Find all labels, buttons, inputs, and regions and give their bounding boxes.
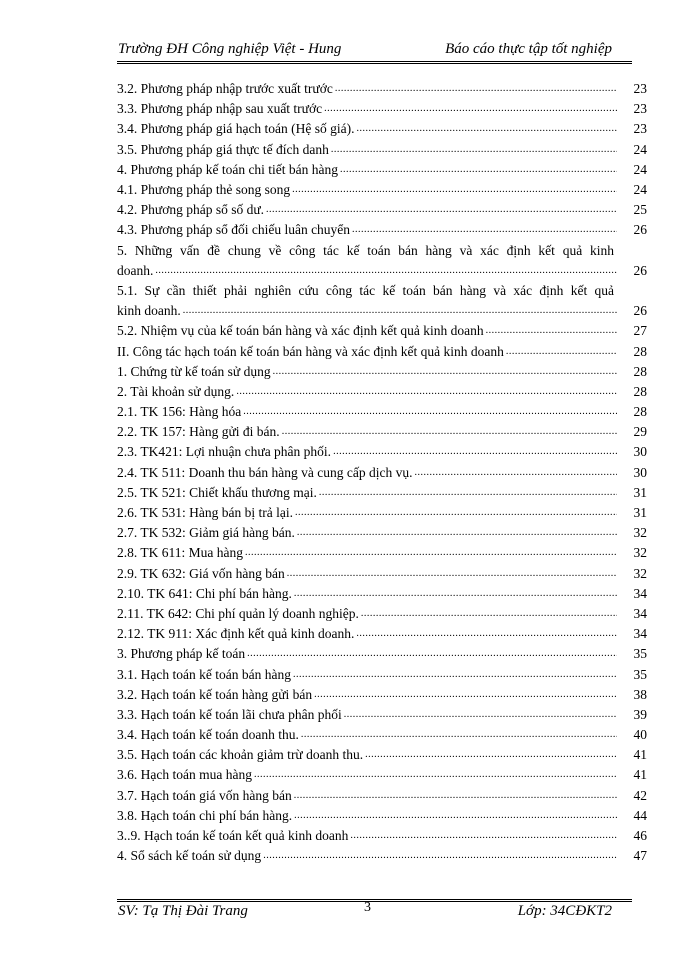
toc-dot-leader	[297, 523, 617, 543]
toc-dot-leader	[236, 382, 617, 402]
toc-entry-first-line: 5.1. Sự cần thiết phải nghiên cứu công tác kế toán bán hàng và xác định kết quả	[117, 282, 614, 298]
table-of-contents	[117, 79, 647, 866]
toc-dot-leader	[273, 362, 617, 382]
toc-dot-leader	[506, 342, 617, 362]
toc-entry	[117, 321, 647, 341]
toc-entry-page: 23	[633, 81, 647, 96]
toc-dot-leader	[294, 806, 617, 826]
toc-entry-label: II. Công tác hạch toán kế toán bán hàng và xác định kết quả kinh doanh	[117, 343, 504, 359]
footer-divider	[117, 899, 632, 902]
toc-entry	[117, 200, 647, 220]
toc-entry-label: 4.3. Phương pháp sổ đối chiếu luân chuyển	[117, 222, 351, 238]
toc-entry	[117, 119, 647, 139]
toc-entry-label: 2.4. TK 511: Doanh thu bán hàng và cung cấp dịch vụ.	[117, 464, 413, 480]
toc-entry	[117, 543, 647, 563]
toc-entry-page: 47	[633, 848, 647, 864]
toc-entry-page: 35	[633, 646, 647, 662]
toc-entry	[117, 402, 647, 422]
toc-entry-page: 23	[633, 121, 647, 137]
toc-entry-page: 26	[633, 303, 647, 319]
toc-entry-page: 32	[633, 525, 647, 541]
toc-dot-leader	[340, 160, 617, 180]
toc-entry-page: 28	[633, 383, 647, 399]
toc-entry-first-line: 5. Những vấn đề chung về công tác kế toán bán hàng và xác định kết quả kinh	[117, 242, 614, 258]
toc-dot-leader	[155, 261, 617, 281]
toc-dot-leader	[352, 220, 617, 240]
toc-dot-leader	[319, 483, 617, 503]
toc-dot-leader	[183, 301, 617, 321]
toc-entry-page: 28	[633, 343, 647, 359]
toc-entry-page: 32	[633, 565, 647, 581]
toc-entry	[117, 241, 647, 281]
toc-entry	[117, 483, 647, 503]
toc-entry-label: 3.5. Phương pháp giá thực tế đích danh	[117, 141, 329, 157]
toc-dot-leader	[361, 604, 617, 624]
toc-entry	[117, 503, 647, 523]
header-school-name: Trường ĐH Công nghiệp Việt - Hung	[118, 41, 342, 57]
toc-entry-label: 3.4. Phương pháp giá hạch toán (Hệ số giá).	[117, 121, 355, 137]
toc-dot-leader	[301, 725, 617, 745]
toc-dot-leader	[266, 200, 617, 220]
toc-dot-leader	[356, 624, 617, 644]
toc-entry	[117, 806, 647, 826]
toc-entry	[117, 99, 647, 119]
toc-entry-label: 2.7. TK 532: Giảm giá hàng bán.	[117, 525, 295, 541]
toc-entry-page: 40	[633, 727, 647, 743]
toc-entry-page: 41	[633, 767, 647, 783]
toc-entry-label: 3.6. Hạch toán mua hàng	[117, 767, 252, 783]
header-divider	[117, 61, 632, 64]
toc-dot-leader	[295, 503, 617, 523]
toc-entry-label: 3.5. Hạch toán các khoản giảm trừ doanh thu.	[117, 747, 364, 763]
toc-entry-label: 3.7. Hạch toán giá vốn hàng bán	[117, 787, 292, 803]
toc-entry-page: 28	[633, 404, 647, 420]
page-footer	[118, 900, 612, 925]
toc-dot-leader	[414, 463, 617, 483]
toc-dot-leader	[331, 140, 617, 160]
toc-entry-label: 2.5. TK 521: Chiết khấu thương mại.	[117, 484, 317, 500]
toc-entry-page: 24	[633, 161, 647, 177]
toc-entry-page: 24	[633, 141, 647, 157]
toc-entry-page: 38	[633, 686, 647, 702]
toc-dot-leader	[254, 765, 617, 785]
toc-entry	[117, 644, 647, 664]
toc-entry	[117, 79, 647, 99]
toc-entry-label: 2.8. TK 611: Mua hàng	[117, 545, 243, 561]
toc-entry-page: 42	[633, 787, 647, 803]
toc-entry-label: 2.3. TK421: Lợi nhuận chưa phân phối.	[117, 444, 332, 460]
footer-class: Lớp: 34CĐKT2	[517, 903, 612, 919]
footer-student-name: SV: Tạ Thị Đài Trang	[118, 903, 248, 919]
toc-entry	[117, 442, 647, 462]
toc-entry-label: 1. Chứng từ kế toán sử dụng	[117, 363, 271, 379]
toc-entry-label: 2.12. TK 911: Xác định kết quả kinh doanh.	[117, 626, 355, 642]
toc-dot-leader	[335, 79, 617, 99]
toc-dot-leader	[292, 180, 617, 200]
toc-entry-page: 31	[633, 484, 647, 500]
toc-entry	[117, 826, 647, 846]
toc-entry	[117, 765, 647, 785]
toc-entry-label: 2. Tài khoản sử dụng.	[117, 383, 235, 399]
toc-entry-page: 23	[633, 101, 647, 117]
toc-entry-label: 4. Sổ sách kế toán sử dụng	[117, 848, 262, 864]
toc-entry-page: 26	[633, 262, 647, 278]
toc-entry-label: 4.2. Phương pháp sổ số dư.	[117, 202, 265, 218]
header-report-title: Báo cáo thực tập tốt nghiệp	[445, 41, 612, 57]
toc-entry	[117, 745, 647, 765]
toc-entry-page: 25	[633, 202, 647, 218]
toc-entry-label: 3. Phương pháp kế toán	[117, 646, 246, 662]
toc-entry-page: 28	[633, 363, 647, 379]
toc-entry-page: 41	[633, 747, 647, 763]
toc-entry	[117, 725, 647, 745]
toc-entry-label: 3.8. Hạch toán chi phí bán hàng.	[117, 807, 293, 823]
toc-entry	[117, 220, 647, 240]
toc-entry	[117, 705, 647, 725]
toc-dot-leader	[287, 564, 617, 584]
toc-entry-page: 44	[633, 807, 647, 823]
toc-entry-label: doanh.	[117, 262, 154, 278]
toc-entry	[117, 564, 647, 584]
toc-entry-label: 2.11. TK 642: Chi phí quản lý doanh nghiệp.	[117, 605, 359, 621]
toc-entry	[117, 665, 647, 685]
toc-entry	[117, 160, 647, 180]
toc-dot-leader	[350, 826, 617, 846]
toc-entry	[117, 342, 647, 362]
toc-entry-page: 39	[633, 706, 647, 722]
toc-dot-leader	[314, 685, 617, 705]
toc-entry-page: 32	[633, 545, 647, 561]
footer-page-number: 3	[364, 900, 371, 915]
toc-entry	[117, 523, 647, 543]
toc-entry	[117, 463, 647, 483]
toc-entry-label: 3.4. Hạch toán kế toán doanh thu.	[117, 727, 299, 743]
toc-dot-leader	[263, 846, 617, 866]
toc-entry-label: 2.10. TK 641: Chi phí bán hàng.	[117, 585, 292, 601]
toc-entry	[117, 685, 647, 705]
toc-entry-page: 34	[633, 626, 647, 642]
toc-entry	[117, 362, 647, 382]
toc-entry	[117, 846, 647, 866]
toc-entry-label: 2.1. TK 156: Hàng hóa	[117, 404, 242, 420]
toc-entry-page: 27	[633, 323, 647, 339]
toc-entry	[117, 140, 647, 160]
toc-entry-page: 34	[633, 585, 647, 601]
toc-entry	[117, 281, 647, 321]
toc-dot-leader	[333, 442, 617, 462]
toc-entry	[117, 584, 647, 604]
toc-dot-leader	[344, 705, 617, 725]
toc-entry-label: 2.2. TK 157: Hàng gửi đi bán.	[117, 424, 280, 440]
toc-entry	[117, 624, 647, 644]
page-header	[118, 41, 612, 63]
toc-entry-label: 5.2. Nhiệm vụ của kế toán bán hàng và xác định kết quả kinh doanh	[117, 323, 484, 339]
toc-entry-label: 2.9. TK 632: Giá vốn hàng bán	[117, 565, 285, 581]
toc-dot-leader	[247, 644, 617, 664]
toc-dot-leader	[282, 422, 617, 442]
toc-entry-page: 46	[633, 828, 647, 843]
toc-entry-label: 2.6. TK 531: Hàng bán bị trả lại.	[117, 505, 293, 520]
toc-entry-page: 30	[633, 464, 647, 480]
toc-dot-leader	[245, 543, 617, 563]
toc-entry	[117, 382, 647, 402]
toc-entry-label: 3.3. Phương pháp nhập sau xuất trước	[117, 101, 323, 117]
toc-entry-page: 30	[633, 444, 647, 460]
toc-entry-label: 3.3. Hạch toán kế toán lãi chưa phân phối	[117, 706, 342, 722]
toc-dot-leader	[293, 665, 617, 685]
toc-dot-leader	[324, 99, 617, 119]
toc-entry-page: 34	[633, 605, 647, 621]
toc-entry-page: 35	[633, 666, 647, 682]
toc-entry-label: 4.1. Phương pháp thẻ song song	[117, 181, 291, 197]
toc-entry-page: 24	[633, 181, 647, 197]
toc-entry-label: kinh doanh.	[117, 303, 181, 319]
toc-dot-leader	[294, 786, 617, 806]
toc-dot-leader	[294, 584, 617, 604]
toc-entry-page: 31	[633, 505, 647, 520]
toc-dot-leader	[243, 402, 617, 422]
toc-entry-label: 4. Phương pháp kế toán chi tiết bán hàng	[117, 161, 339, 177]
toc-entry-label: 3.2. Hạch toán kế toán hàng gửi bán	[117, 686, 313, 702]
toc-entry	[117, 180, 647, 200]
toc-entry-label: 3.2. Phương pháp nhập trước xuất trước	[117, 81, 333, 96]
toc-dot-leader	[357, 119, 617, 139]
toc-entry-page: 26	[633, 222, 647, 238]
toc-dot-leader	[486, 321, 617, 341]
toc-entry	[117, 604, 647, 624]
toc-entry-label: 3.1. Hạch toán kế toán bán hàng	[117, 666, 291, 682]
toc-entry	[117, 422, 647, 442]
toc-entry-page: 29	[633, 424, 647, 440]
toc-dot-leader	[365, 745, 617, 765]
toc-entry	[117, 786, 647, 806]
toc-entry-label: 3..9. Hạch toán kế toán kết quả kinh doanh	[117, 828, 349, 843]
